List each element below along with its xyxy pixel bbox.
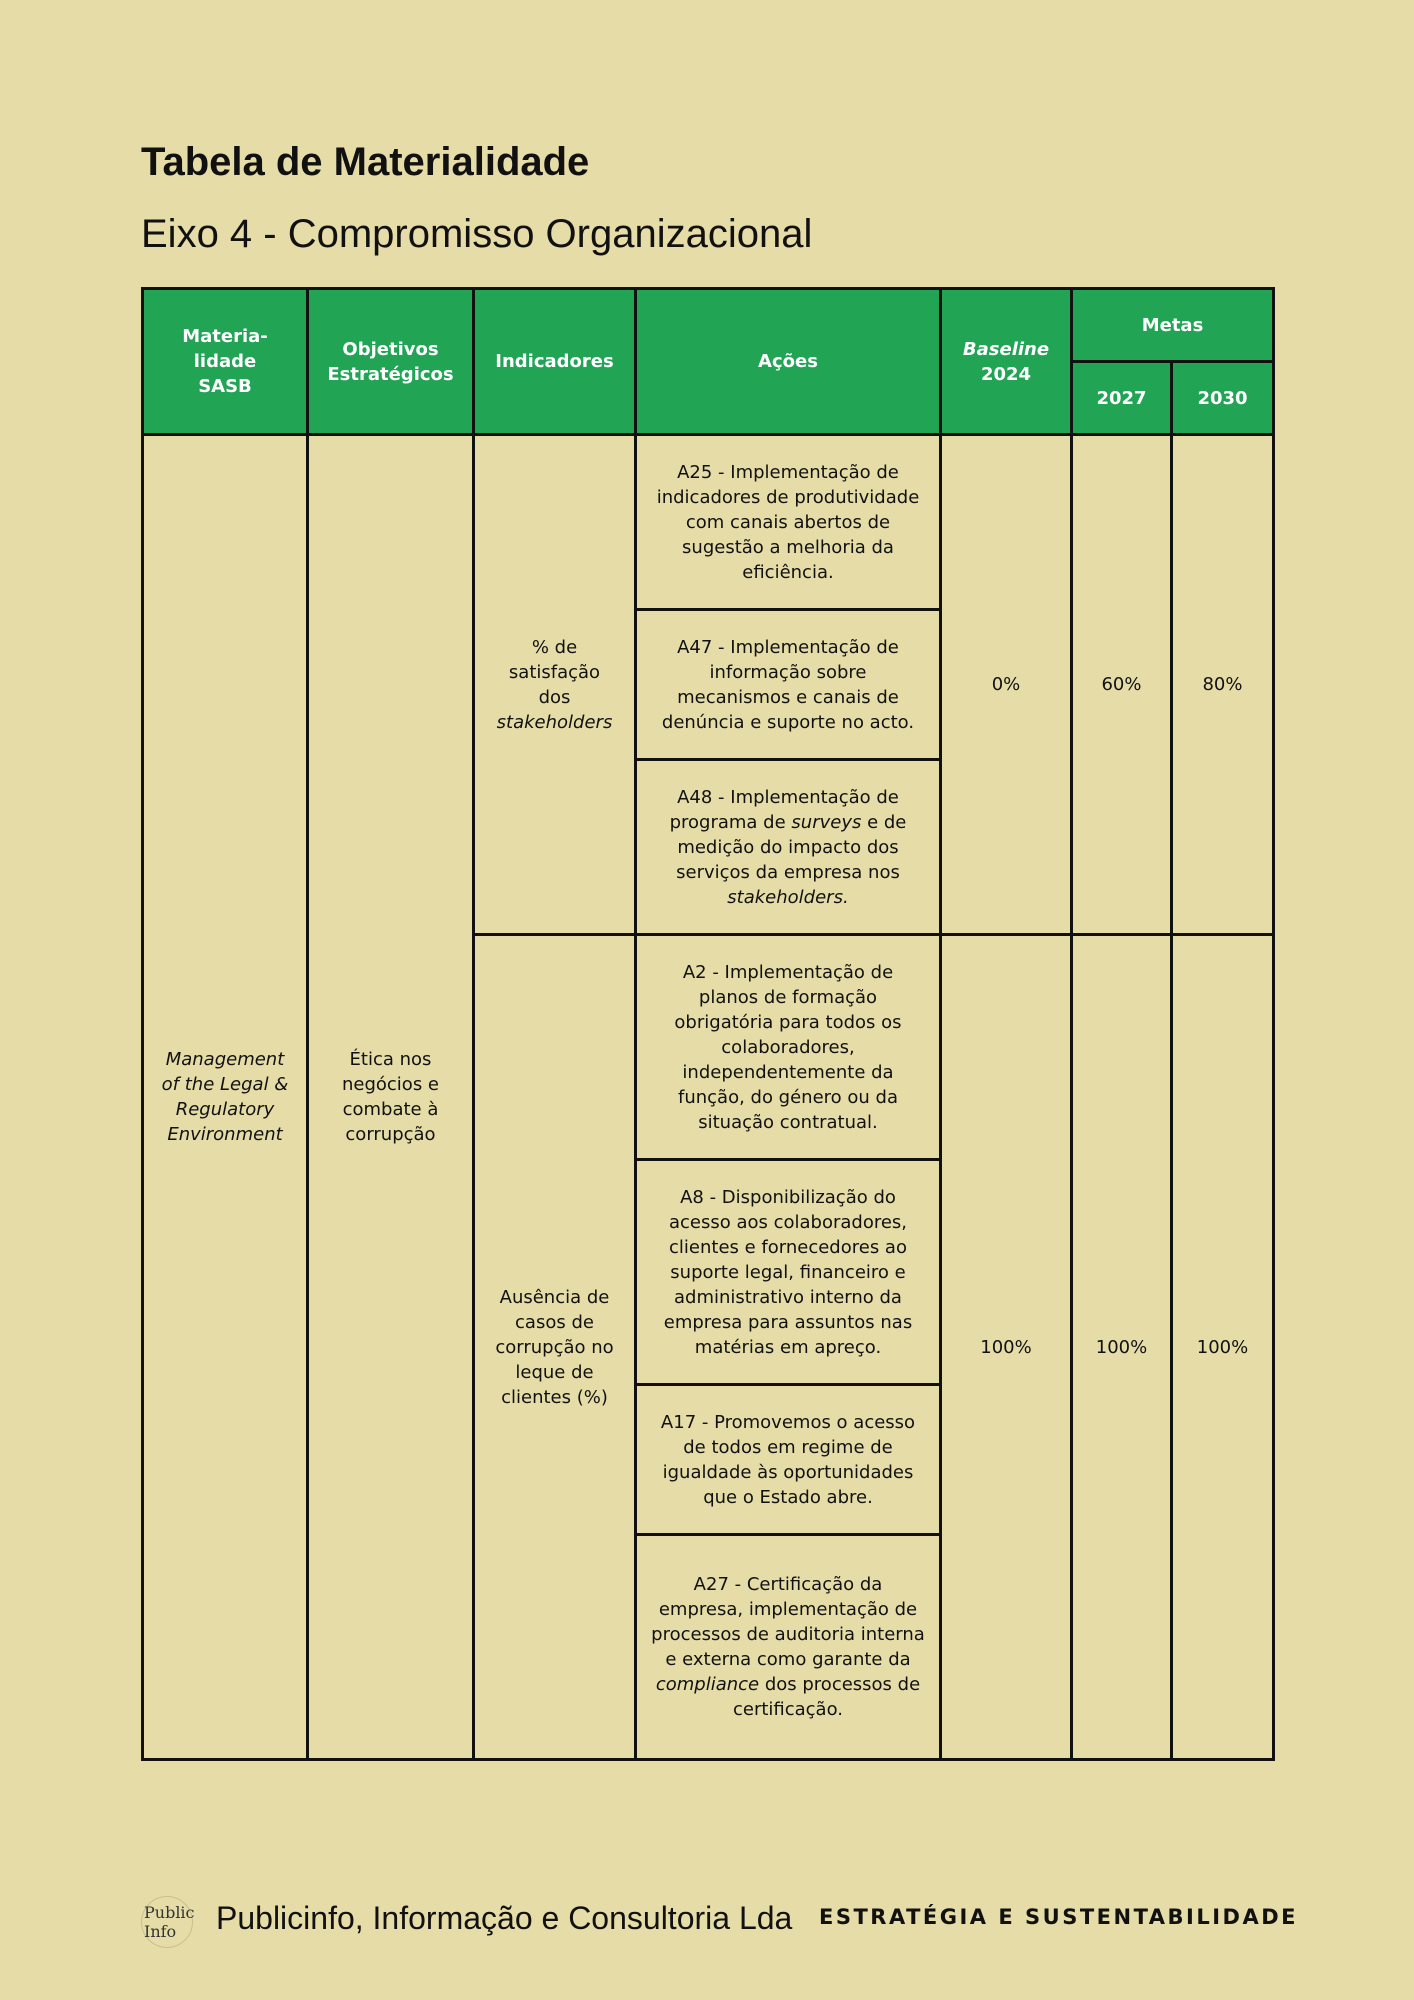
table-row: [143, 435, 1274, 610]
footer-tagline: ESTRATÉGIA E SUSTENTABILIDADE: [819, 1905, 1298, 1929]
footer-company-name: Publicinfo, Informação e Consultoria Lda: [216, 1900, 793, 1936]
action-a47: A47 - Implementação de informação sobre mecanismos e canais de denúncia e suporte no acto.: [636, 610, 941, 760]
meta-2027-cell: 60%: [1072, 435, 1172, 935]
header-row: [143, 289, 1274, 362]
action-a25: A25 - Implementação de indicadores de produtividade com canais abertos de sugestão a melhoria da eficiência.: [636, 435, 941, 610]
materiality-table: [141, 287, 1275, 1761]
action-a48: A48 - Implementação de programa de surveys e de medição do impacto dos serviços da empresa nos stakeholders.: [636, 760, 941, 935]
publicinfo-logo: Public Info: [141, 1896, 193, 1948]
action-a27: A27 - Certificação da empresa, implementação de processos de auditoria interna e externa como garante da compliance dos processos de certificação.: [636, 1535, 941, 1760]
materialidade-cell: Management of the Legal & Regulatory Environment: [143, 435, 308, 1760]
baseline-cell: 0%: [941, 435, 1072, 935]
indicator-cell: % de satisfação dos stakeholders: [474, 435, 636, 935]
header-acoes: Ações: [636, 289, 941, 435]
header-metas: Metas: [1072, 289, 1274, 362]
action-a2: A2 - Implementação de planos de formação obrigatória para todos os colaboradores, independentemente da função, do género ou da situação contratual.: [636, 935, 941, 1160]
objetivo-cell: Ética nos negócios e combate à corrupção: [308, 435, 474, 1760]
header-baseline: Baseline 2024: [941, 289, 1072, 435]
page-subtitle: Eixo 4 - Compromisso Organizacional: [141, 212, 813, 256]
header-2030: 2030: [1172, 362, 1274, 435]
page-title: Tabela de Materialidade: [141, 140, 590, 184]
header-materialidade: Materia- lidade SASB: [143, 289, 308, 435]
baseline-cell: 100%: [941, 935, 1072, 1760]
meta-2030-cell: 80%: [1172, 435, 1274, 935]
header-2027: 2027: [1072, 362, 1172, 435]
header-objetivos: Objetivos Estratégicos: [308, 289, 474, 435]
meta-2027-cell: 100%: [1072, 935, 1172, 1760]
action-a17: A17 - Promovemos o acesso de todos em regime de igualdade às oportunidades que o Estado abre.: [636, 1385, 941, 1535]
action-a8: A8 - Disponibilização do acesso aos colaboradores, clientes e fornecedores ao suporte legal, financeiro e administrativo interno da empresa para assuntos nas matérias em apreço.: [636, 1160, 941, 1385]
header-indicadores: Indicadores: [474, 289, 636, 435]
indicator-cell: Ausência de casos de corrupção no leque de clientes (%): [474, 935, 636, 1760]
meta-2030-cell: 100%: [1172, 935, 1274, 1760]
